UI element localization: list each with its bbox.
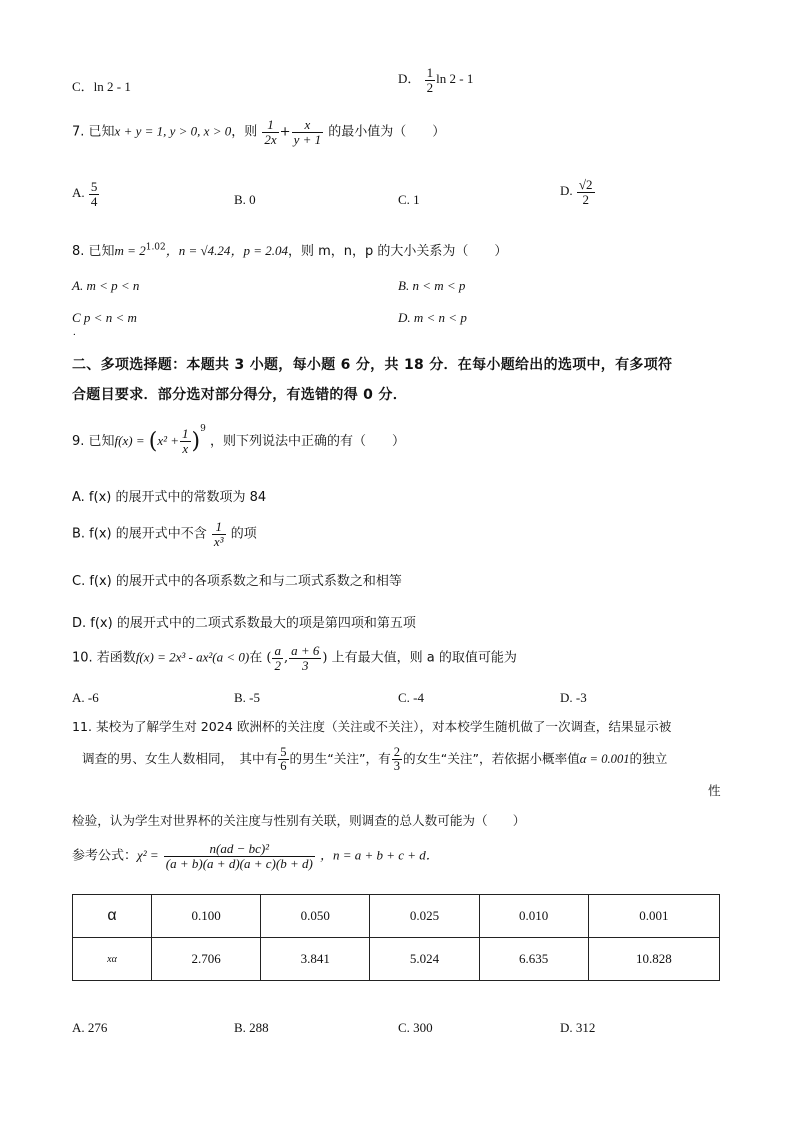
reference-formula: 参考公式：χ² = $\frac{\text{n(ad − bc)²}}{(a + b)(a + d)(a + c)(b + d)}$ ，n = a + b + c + d． <box>72 841 439 871</box>
question-11-line2-wrap: 性 <box>708 783 721 798</box>
q11-option-a: A. 276 <box>72 1020 108 1035</box>
q11-option-b: B. 288 <box>234 1020 269 1035</box>
q8-option-c: C p < n < m <box>72 310 137 325</box>
q8-option-d: D. m < n < p <box>398 310 467 325</box>
q9-option-a: A. f(x) 的展开式中的常数项为 84 <box>72 490 267 505</box>
question-11-line2: 调查的男、女生人数相同， 其中有 $\frac{5}{6}$ 的男生“关注”，有 $\frac{2}{3}$ 的女生“关注”，若依据小概率值α = 0.001的独立 <box>82 745 668 774</box>
question-7-stem: 7. 已知x + y = 1, y > 0, x > 0，则 $\frac{1}{2x}$ + $\frac{x}{y + 1}$ 的最小值为（ ） <box>72 117 446 147</box>
q9-option-b: B. f(x) 的展开式中不含 $\frac{1}{\text{x³}}$ 的项 <box>72 519 257 549</box>
q7-fraction-2: $\frac{x}{y + 1}$ <box>293 117 322 147</box>
q10-option-a: A. -6 <box>72 690 99 705</box>
q8-option-c-dot: . <box>73 326 76 338</box>
q6-option-d: D． $\frac{1}{2}$ ln 2 - 1 <box>398 65 474 95</box>
section-2-heading-line2: 合题目要求．部分选对部分得分，有选错的得 0 分． <box>72 387 407 403</box>
q7-option-a: A. $\frac{5}{4}$ <box>72 179 98 209</box>
q11-option-c: C. 300 <box>398 1020 433 1035</box>
q7-option-d: D. $\frac{√2}{2}$ <box>560 177 593 207</box>
table-row: α 0.100 0.050 0.025 0.010 0.001 <box>73 895 720 938</box>
section-2-heading-line1: 二、多项选择题：本题共 3 小题，每小题 6 分，共 18 分．在每小题给出的选项中，有多项符 <box>72 357 673 373</box>
q7-option-c: C. 1 <box>398 192 420 207</box>
q8-option-a: A. m < p < n <box>72 278 140 293</box>
question-10-stem: 10. 若函数f(x) = 2x³ - ax²(a < 0)在 ( $\frac{a}{2}$ , $\frac{a + 6}{3}$ ) 上有最大值，则 a 的取值可能为 <box>72 643 517 673</box>
q10-option-c: C. -4 <box>398 690 424 705</box>
q11-option-d: D. 312 <box>560 1020 596 1035</box>
table-row: xα 2.706 3.841 5.024 6.635 10.828 <box>73 938 720 981</box>
q9-option-d: D. f(x) 的展开式中的二项式系数最大的项是第四项和第五项 <box>72 616 416 631</box>
q9-option-c: C. f(x) 的展开式中的各项系数之和与二项式系数之和相等 <box>72 574 402 589</box>
q6-d-fraction: $\frac{1}{2}$ <box>426 65 434 95</box>
question-11-line1: 11. 某校为了解学生对 2024 欧洲杯的关注度（关注或不关注），对本校学生随机做了一次调查，结果显示被 <box>72 719 672 734</box>
q8-option-b: B. n < m < p <box>398 278 466 293</box>
q10-option-b: B. -5 <box>234 690 260 705</box>
q6-option-c: C．ln 2 - 1 <box>72 79 131 94</box>
q7-fraction-1: $\frac{1}{2x}$ <box>264 117 277 147</box>
q7-option-b: B. 0 <box>234 192 256 207</box>
question-8-stem: 8. 已知$m = 2^{1.02}$，n = √4.24，p = 2.04，则 m，n，p 的大小关系为（ ） <box>72 242 508 259</box>
q10-option-d: D. -3 <box>560 690 587 705</box>
question-9-stem: 9. 已知f(x) = (x² + $\frac{1}{x}$ )$^9$ ，则下列说法中正确的有（ ） <box>72 424 406 456</box>
question-11-line3: 检验，认为学生对世界杯的关注度与性别有关联，则调查的总人数可能为（ ） <box>72 813 526 828</box>
critical-value-table <box>72 894 720 981</box>
